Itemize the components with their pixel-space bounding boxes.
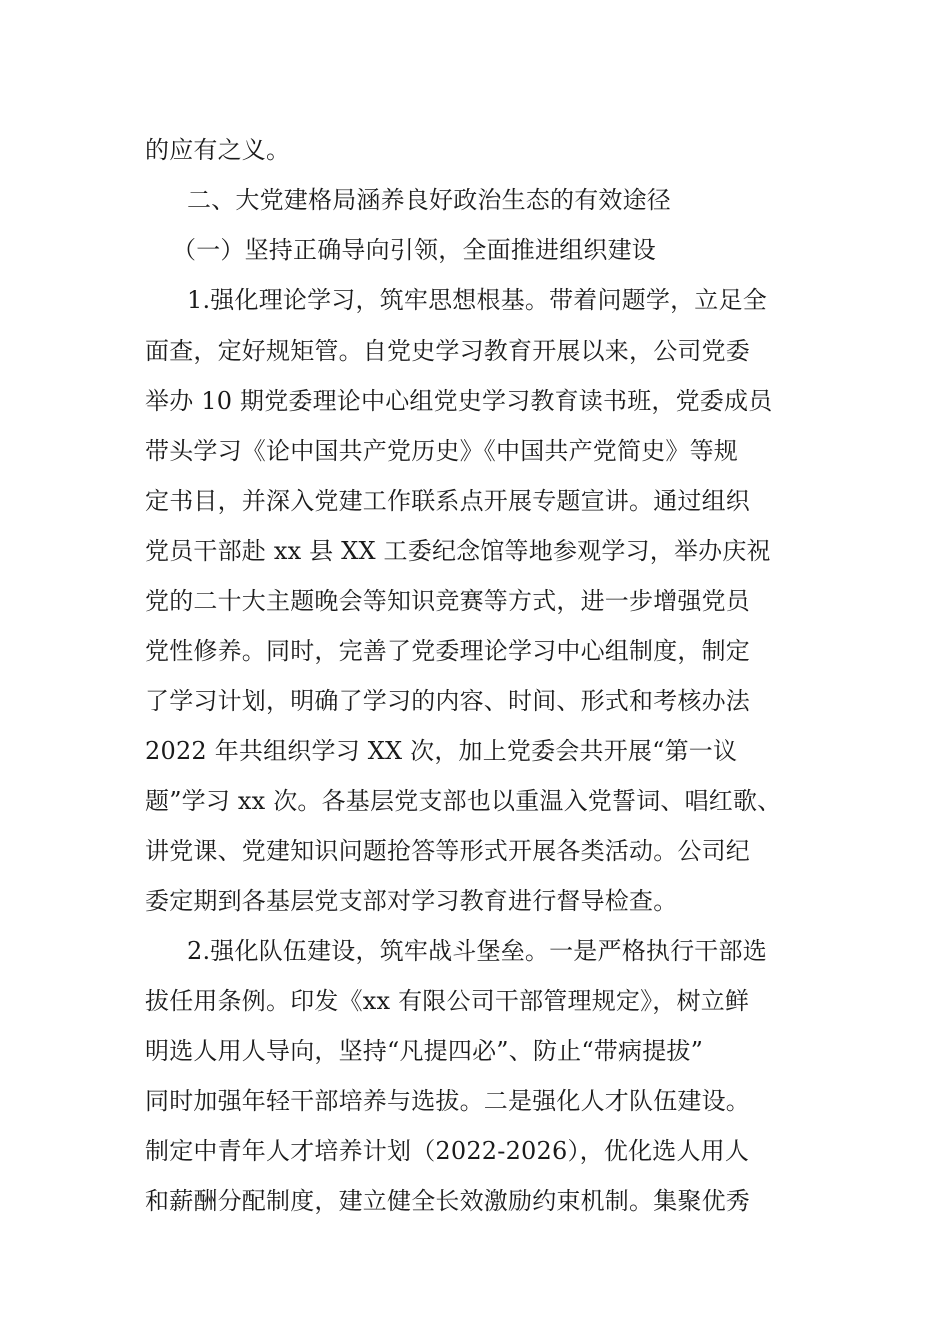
text-line: 定书目，并深入党建工作联系点开展专题宣讲。通过组织 <box>145 487 750 515</box>
text-line: 题”学习 xx 次。各基层党支部也以重温入党誓词、唱红歌、 <box>145 787 782 815</box>
text-line: 了学习计划，明确了学习的内容、时间、形式和考核办法 <box>145 687 750 715</box>
text-line: 党的二十大主题晚会等知识竞赛等方式，进一步增强党员 <box>145 587 750 615</box>
text-line: 明选人用人导向，坚持“凡提四必”、防止“带病提拔” <box>145 1037 704 1065</box>
text-line: 的应有之义。 <box>145 136 291 164</box>
paragraph-start-line: 1.强化理论学习，筑牢思想根基。带着问题学，立足全 <box>187 286 767 314</box>
text-line: 同时加强年轻干部培养与选拔。二是强化人才队伍建设。 <box>145 1087 750 1115</box>
text-line: 党员干部赴 xx 县 XX 工委纪念馆等地参观学习，举办庆祝 <box>145 537 771 565</box>
text-line: 讲党课、党建知识问题抢答等形式开展各类活动。公司纪 <box>145 837 750 865</box>
text-line: 委定期到各基层党支部对学习教育进行督导检查。 <box>145 887 678 915</box>
subsection-heading: （一）坚持正确导向引领，全面推进组织建设 <box>172 236 656 264</box>
text-line: 党性修养。同时，完善了党委理论学习中心组制度，制定 <box>145 637 750 665</box>
text-line: 制定中青年人才培养计划（2022-2026），优化选人用人 <box>145 1137 750 1165</box>
text-line: 2022 年共组织学习 XX 次，加上党委会共开展“第一议 <box>145 737 738 765</box>
text-line: 和薪酬分配制度，建立健全长效激励约束机制。集聚优秀 <box>145 1187 750 1215</box>
text-line: 拔任用条例。印发《xx 有限公司干部管理规定》，树立鲜 <box>145 987 750 1015</box>
text-line: 带头学习《论中国共产党历史》《中国共产党简史》等规 <box>145 437 738 465</box>
paragraph-start-line: 2.强化队伍建设，筑牢战斗堡垒。一是严格执行干部选 <box>187 937 767 965</box>
section-heading: 二、大党建格局涵养良好政治生态的有效途径 <box>187 186 671 214</box>
text-line: 面查，定好规矩管。自党史学习教育开展以来，公司党委 <box>145 337 750 365</box>
text-line: 举办 10 期党委理论中心组党史学习教育读书班，党委成员 <box>145 387 773 415</box>
